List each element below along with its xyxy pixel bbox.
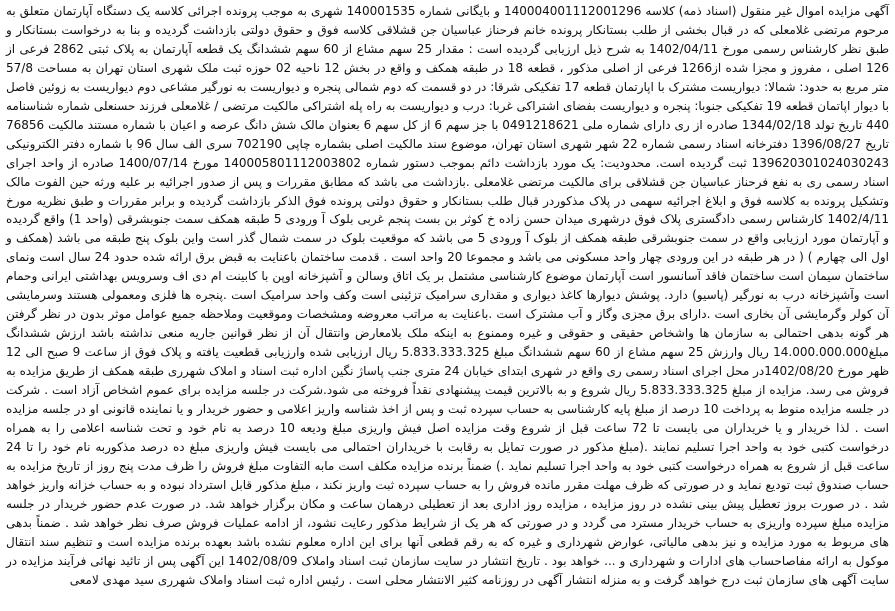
auction-notice-text: آگهی مزایده اموال غیر منقول (اسناد ذمه) کلاسه 140004001112001296 و بایگانی شماره 140001535 شهری به موجب پرونده اجرائی کلاسه یک دستگاه آپارتمان متعلق به مرحوم مرتضی غلامعلی که در قبال بخشی از طلب بستانکار پرونده خانم فرحناز عباسیان جن قشلاقی کلاسه فوق و حقوق دولتی بازداشت گردیده و بنا به درخواست بستانکار و طبق نظر کارشناس رسمی مورخ 1402/04/11 به شرح ذیل ارزیابی گردیده است : مقدار 25 سهم مشاع از 60 سهم ششدانگ یک قطعه آپارتمان به پلاک ثبتی 2862 فرعی از 126 اصلی ، مفروز و مجزا شده از1266 فرعی از اصلی مذکور ، قطعه 18 در طبقه همکف و واقع در بخش 12 ناحیه 02 حوزه ثبت ملک شهری استان تهران به مساحت 57/8 متر مربع به حدود: شمالا: دیواریست مشترک با اپارتمان قطعه 17 تفکیکی شرقا: در دو قسمت که دوم شمالی پنجره و دیواریست به نورگیر مشاعی دوم دیواریست به زوئین فاصل با دیوار اپاتمان قطعه 19 تفکیکی جنوبا: پنجره و دیواریست بفضای اشتراکی غربا: درب و دیواریست به راه پله اشتراکی مالکیت مرتضی / غلامعلی فرزند حسنعلی شماره شناسنامه 440 تاریخ تولد 1344/02/18 صادره از ری دارای شماره ملی 0491218621 با جز سهم 6 از کل سهم 6 بعنوان مالک شش دانگ عرصه و اعیان با شماره مستند مالکیت 76856 تاریخ 1396/08/27 دفترخانه اسناد رسمی شماره 22 شهر شهری استان تهران، موضوع سند مالکیت اصلی بشماره چاپی 702190 سری الف سال 96 با شماره دفتر الکترونیکی 139620301024030243 ثبت گردیده است. محدودیت: یک مورد بازداشت دائم بموجب دستور شماره 140005801112003802 مورخ 1400/07/14 صادره از واحد اجرای اسناد رسمی ری به نفع فرحناز عباسیان جن قشلاقی برای مالکیت مرتضی غلامعلی .بازداشت می باشد که مطابق مقررات و پس از صدور اجرائیه بر علیه ورثه حین الفوت مالک وتشکیل پرونده به کلاسه فوق و ابلاغ اجرائیه سهمی در پلاک مذکوردر قبال طلب بستانکار و حقوق دولتی پرونده فوق الذکر بازداشت گردیده و برابر مقررات و طبق نظریه مورخ 1402/4/11 کارشناس رسمی دادگستری پلاک فوق درشهری میدان حسن زاده خ کوثر بن بست پنجم غربی بلوک آ ورودی 5 طبقه همکف سمت جنوبشرقی (واحد 1) واقع گردیده و آپارتمان مورد ارزیابی واقع در سمت جنوبشرقی طبقه همکف از بلوک آ ورودی 5 می باشد که موقعیت بلوک در سمت شمال گذر است واین بلوک پنج طبقه می باشد (همکف و اول الی چهارم ) ( در هر طبقه در این ورودی چهار واحد مسکونی می باشد و مجموعا 20 واحد است . قدمت ساختمان باعنایت به قبض برق ارائه شده حدود 24 سال است ونمای ساختمان سیمان است ساختمان فاقد آسانسور است آپارتمان موضوع کارشناسی مشتمل بر یک اتاق وسالن و آشپزخانه اوپن با کابینت ام دی اف وسرویس بهداشتی ایرانی وحمام است وآشپزخانه درب به نورگیر (پاسیو) دارد. پوشش دیوارها کاغذ دیواری و مقداری سرامیک تزئینی است وکف واحد سرامیک است .پنجره ها فلزی ومعمولی هستند وسرمایشی آن کولر وگرمایشی آن بخاری است .دارای برق مجزی وگاز و آب مشترک است .باعنایت به مراتب معروضه ومشخصات وموقعیت وملاحظه جمیع عوامل موثر بدون در نظر گرفتن هر گونه بدهی احتمالی به سازمان ها واشخاص حقیقی و حقوقی و غیره وممنوع به اینکه ملک بلامعارض وانتقال آن از نظر قوانین جاریه منعی نداشته باشد ارزش ششدانگ مبلغ14.000.000.000 ریال وارزش 25 سهم مشاع از 60 سهم ششدانگ مبلغ 5.833.333.325 ریال ارزیابی شده وارزیابی قطعیت یافته و پلاک فوق از ساعت 9 صبح الی 12 ظهر مورخ 1402/08/20در محل اجرای اسناد رسمی ری واقع در شهری ابتدای خیابان 24 متری جنب پاساژ نگین اداره ثبت اسناد و املاک شهرری طبقه همکف از طریق مزایده به فروش می رسد. مزایده از مبلغ 5.833.333.325 ریال شروع و به بالاترین قیمت پیشنهادی نقداً فروخته می شود.شرکت در جلسه مزایده برای عموم اشخاص آزاد است . شرکت در جلسه مزایده منوط به پرداخت 10 درصد از مبلغ پایه کارشناسی به حساب سپرده ثبت و پس از اخذ شناسه واریز اعلامی و حضور خریدار و یا نماینده قانونی او در جلسه مزایده است . لذا خریدار و یا خریداران می بایست تا 72 ساعت قبل از شروع وقت مزایده اصل فیش واریزی مبلغ ودیعه 10 درصد به نام خود و تحت شناسه اعلامی را به همراه درخواست کتبی خود به واحد اجرا تسلیم نمایند .(مبلغ مذکور در صورت تمایل به رقابت با خریداران احتمالی می بایست فیش واریزی مبلغ ده درصد مذکوربه نام خود را تا 24 ساعت قبل از شروع به همراه درخواست کتبی خود به واحد اجرا تسلیم نماید .) ضمناً برنده مزایده مکلف است مابه التفاوت مبلغ فروش را ظرف مدت پنج روز از تاریخ مزایده به حساب صندوق ثبت تودیع نماید و در صورتی که ظرف مهلت مقرر مانده فروش را به حساب سپرده ثبت واریز نکند ، مبلغ مذکور قابل استرداد نبوده و به حساب خزانه واریز خواهد شد . در صورت بروز تعطیل پیش بینی نشده در روز مزایده ، مزایده روز اداری بعد از تعطیلی درهمان ساعت و مکان برگزار خواهد شد. در صورت عدم حضور خریدار در جلسه مزایده مبلغ سپرده واریزی به حساب خریدار مسترد می گردد و در صورتی که هر یک از شرایط مذکور رعایت نشود، از ادامه عملیات فروش صرف نظر خواهد شد . ضمناً بدهی های مربوط به مورد مزایده و نیز بدهی مالیاتی، عوارض شهرداری و غیره که به رقم قطعی آنها برای این اداره معلوم نشده باشد بعهده برنده مزایده است و تنظیم سند انتقال موکول به ارائه مفاصاحساب های ادارات و شهرداری و ... خواهد بود . تاریخ انتشار در سایت سازمان ثبت اسناد واملاک 1402/08/09 این آگهی پس از تائید نهائی فرآیند مزایده در سایت آگهی های سازمان ثبت درج خواهد گرفت و به منزله انتشار آگهی در روزنامه کثیر الانتشار محلی است . رئیس اداره ثبت اسناد واملاک شهرری سید مهدی لامعی bbox=[6, 4, 890, 587]
